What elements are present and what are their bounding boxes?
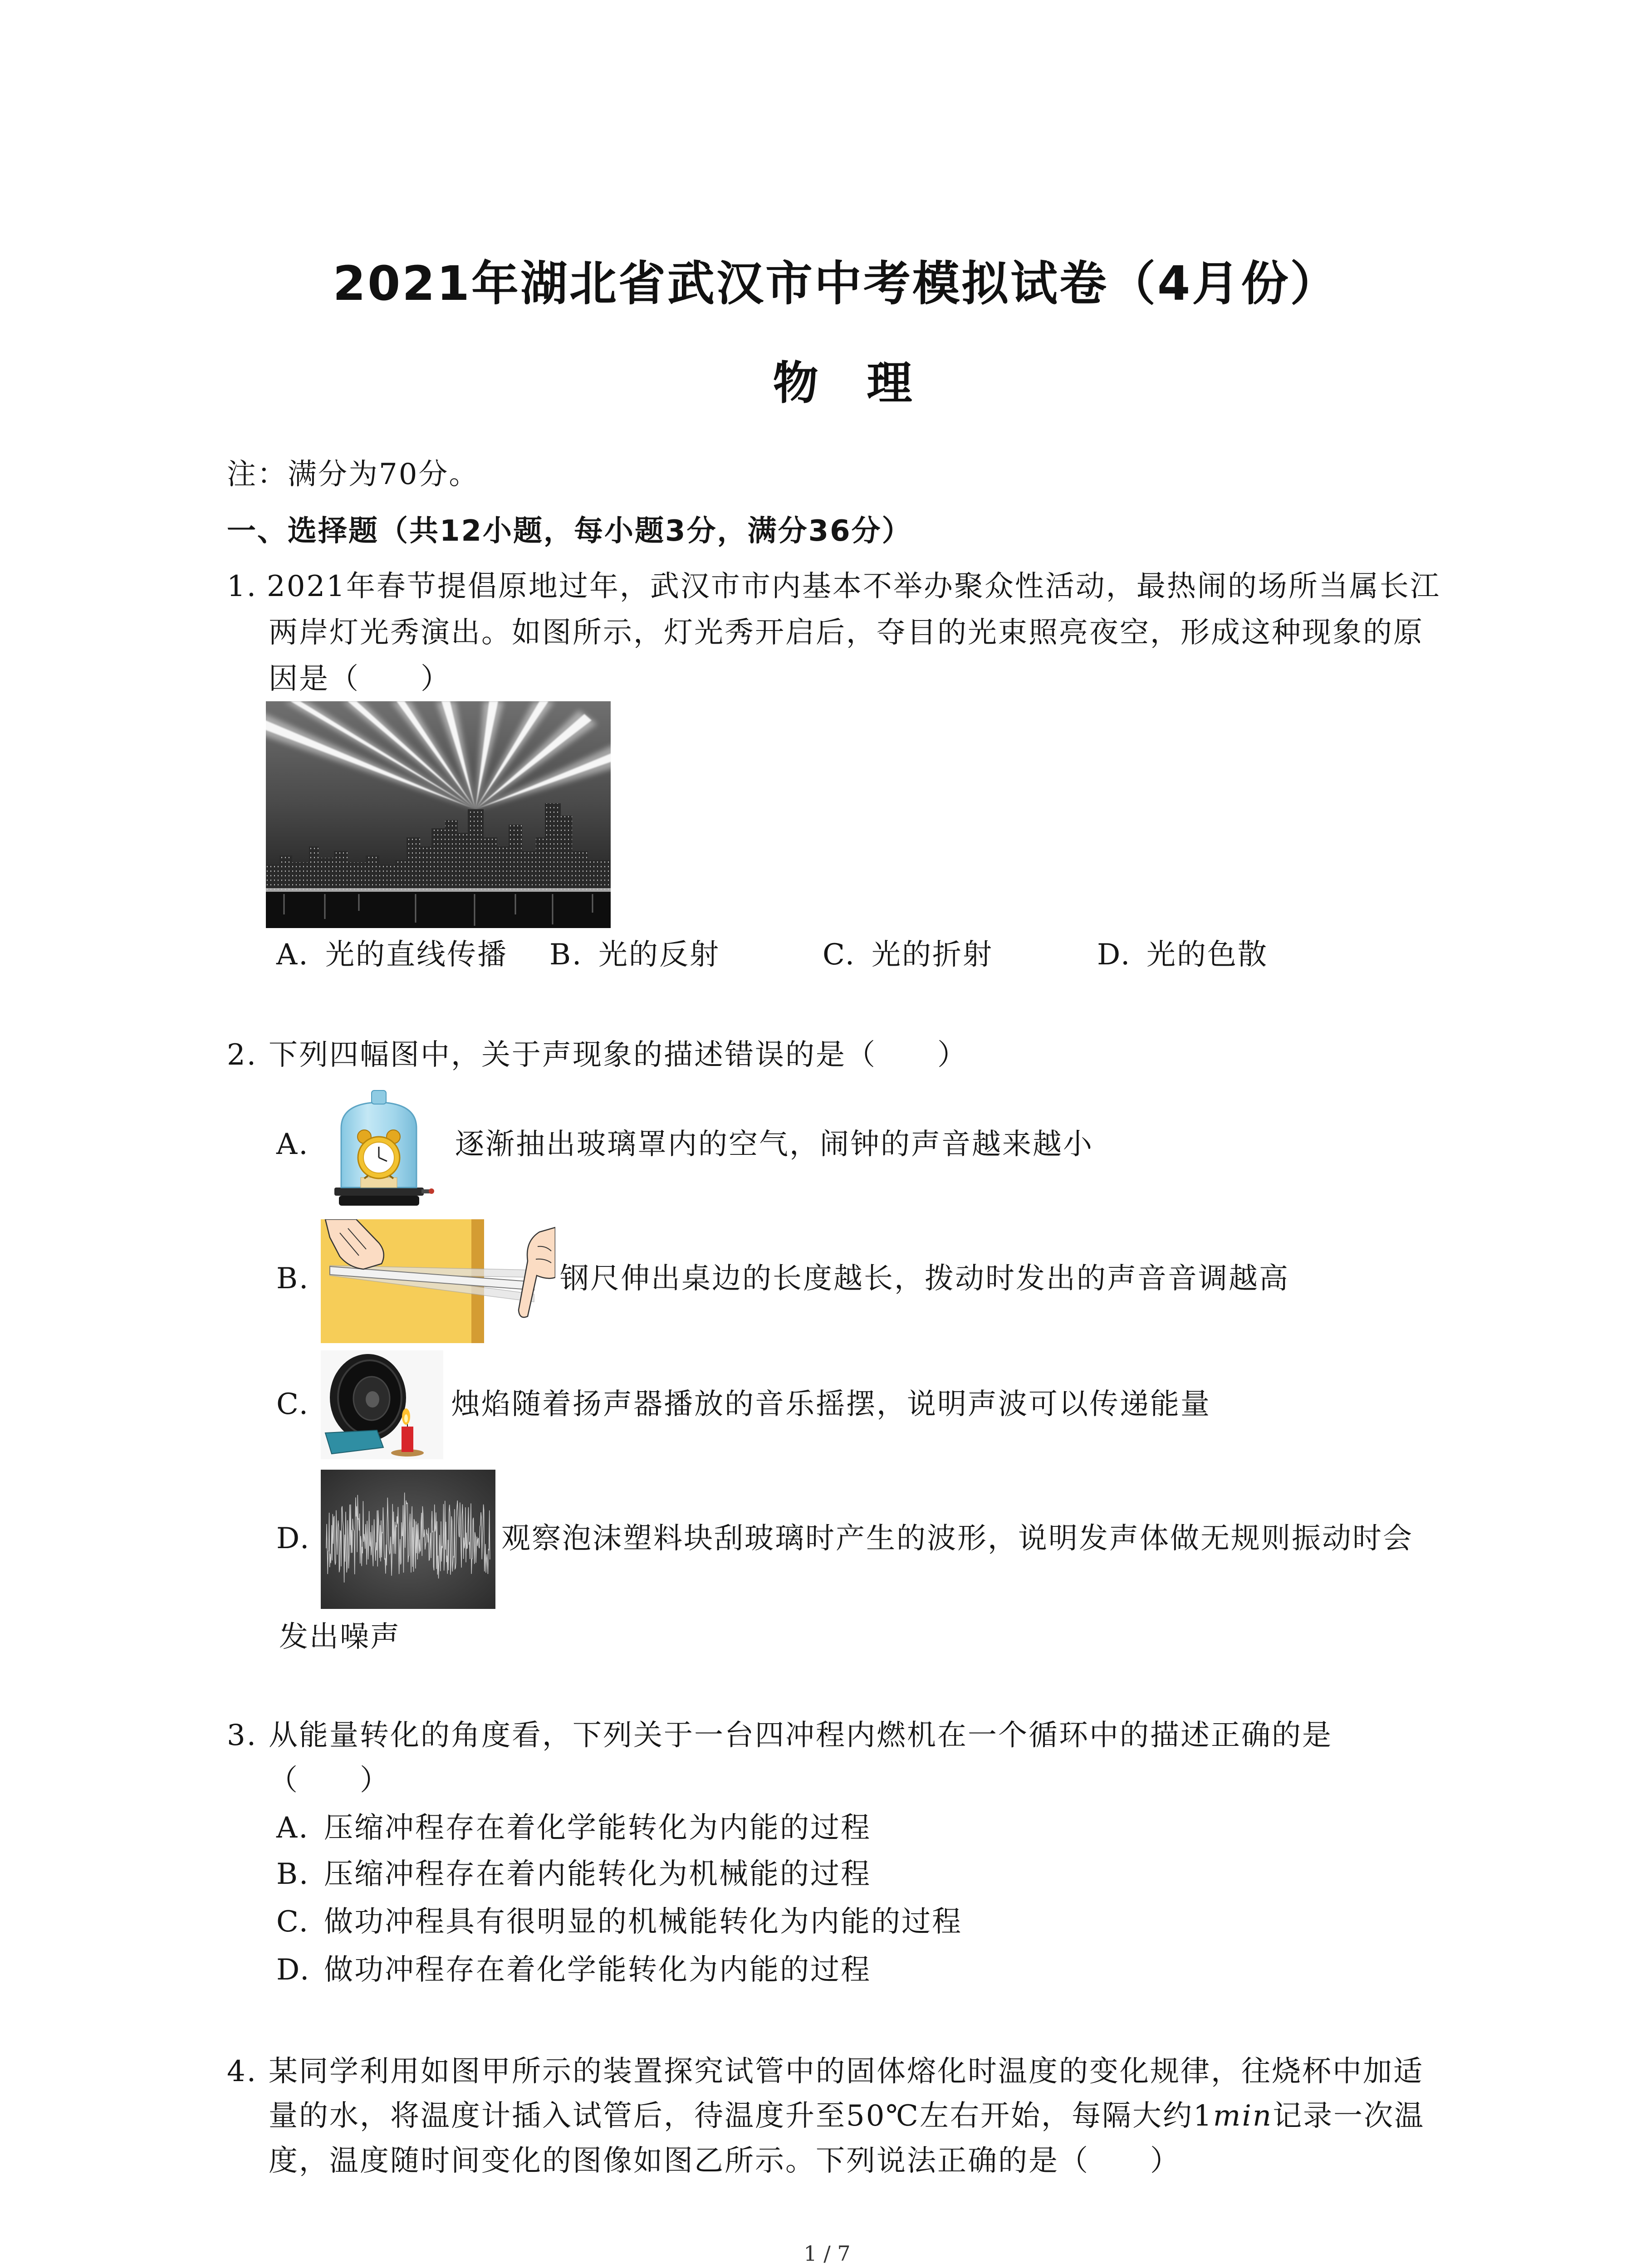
question-stem-line <box>269 2099 1425 2133</box>
option-text: 压缩冲程存在着内能转化为机械能的过程 <box>324 1857 871 1891</box>
shore-lights <box>266 888 611 892</box>
stem-text: 量的水，将温度计插入试管后，待温度升至50℃左右开始，每隔大约1 <box>269 2099 1213 2133</box>
option-label: D. <box>276 1953 311 1987</box>
option-text: 做功冲程存在着化学能转化为内能的过程 <box>324 1953 871 1987</box>
option-label: A. <box>276 938 309 972</box>
option-text: 光的折射 <box>872 938 993 972</box>
option-label: A. <box>276 1811 309 1845</box>
option-text: 钢尺伸出桌边的长度越长，拨动时发出的声音音调越高 <box>560 1262 1289 1295</box>
question-stem-line: 2021年春节提倡原地过年，武汉市市内基本不举办聚众性活动，最热闹的场所当属长江 <box>267 570 1440 603</box>
option-label: C. <box>823 938 856 972</box>
question-number: 3. <box>227 1719 258 1752</box>
option-text: 烛焰随着扬声器播放的音乐摇摆，说明声波可以传递能量 <box>451 1388 1211 1421</box>
question-stem-line: 度，温度随时间变化的图像如图乙所示。下列说法正确的是（ ） <box>269 2144 1181 2178</box>
question-stem-line: 下列四幅图中，关于声现象的描述错误的是（ ） <box>269 1038 968 1072</box>
question-stem-line: 从能量转化的角度看，下列关于一台四冲程内燃机在一个循环中的描述正确的是 <box>269 1719 1332 1752</box>
time-unit: min <box>1213 2099 1273 2133</box>
bell-jar-alarm-clock-image <box>321 1085 437 1209</box>
option-text: 光的直线传播 <box>325 938 508 972</box>
question-number: 1. <box>227 570 258 603</box>
option-text-continued: 发出噪声 <box>279 1620 401 1654</box>
option-label: B. <box>276 1857 310 1891</box>
option-text: 逐渐抽出玻璃罩内的空气，闹钟的声音越来越小 <box>455 1128 1093 1161</box>
score-note: 注：满分为70分。 <box>227 458 480 491</box>
option-text: 光的色散 <box>1146 938 1268 972</box>
exam-title: 2021年湖北省武汉市中考模拟试卷（4月份） <box>333 256 1339 311</box>
option-label: D. <box>276 1522 311 1555</box>
option-label: B. <box>549 938 583 972</box>
option-text: 观察泡沫塑料块刮玻璃时产生的波形，说明发声体做无规则振动时会 <box>501 1522 1413 1555</box>
option-label: B. <box>276 1262 310 1295</box>
jar-knob <box>372 1090 386 1104</box>
option-label: C. <box>276 1905 310 1939</box>
option-label: A. <box>276 1128 309 1161</box>
exam-subject: 物 理 <box>773 357 929 410</box>
loudspeaker <box>330 1354 406 1441</box>
section-heading: 一、选择题（共12小题，每小题3分，满分36分） <box>227 514 912 548</box>
option-text: 光的反射 <box>598 938 720 972</box>
alarm-clock <box>358 1130 400 1178</box>
question-stem-line: 两岸灯光秀演出。如图所示，灯光秀开启后，夺目的光束照亮夜空，形成这种现象的原 <box>269 616 1424 650</box>
answer-bracket: （ ） <box>269 1764 390 1797</box>
page-number: 1 / 7 <box>803 2241 851 2266</box>
pump-plate <box>334 1188 424 1196</box>
river-water <box>266 892 611 928</box>
ruler-on-table-image <box>321 1219 555 1343</box>
stem-text: 记录一次温 <box>1273 2099 1425 2133</box>
option-text: 压缩冲程存在着化学能转化为内能的过程 <box>324 1811 871 1845</box>
question-stem-line: 因是（ ） <box>269 662 451 696</box>
option-label: C. <box>276 1388 310 1421</box>
speaker-candle-image <box>321 1350 443 1459</box>
question-number: 2. <box>227 1038 258 1072</box>
question-stem-line: 某同学利用如图甲所示的装置探究试管中的固体熔化时温度的变化规律，往烧杯中加适 <box>269 2055 1424 2088</box>
noise-waveform-image <box>321 1470 495 1609</box>
option-label: D. <box>1097 938 1132 972</box>
option-text: 做功冲程具有很明显的机械能转化为内能的过程 <box>324 1905 962 1939</box>
light-show-photo <box>266 701 611 928</box>
question-number: 4. <box>227 2055 258 2088</box>
